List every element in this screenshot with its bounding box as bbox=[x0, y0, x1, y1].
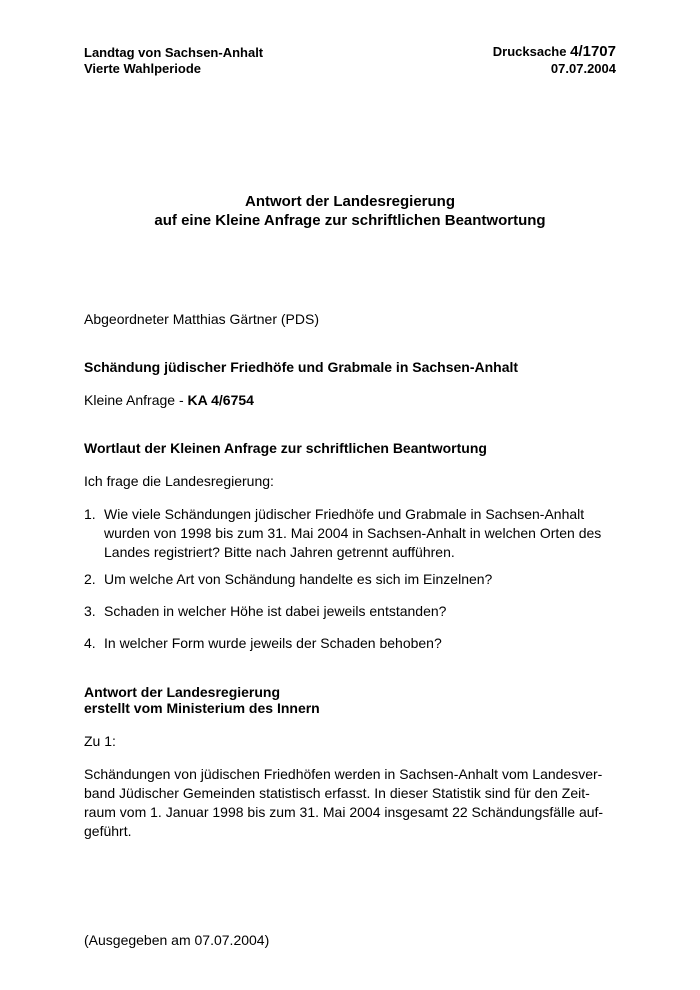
intro-text: Ich frage die Landesregierung: bbox=[84, 473, 274, 489]
legislative-period: Vierte Wahlperiode bbox=[84, 61, 202, 76]
subject-heading: Schändung jüdischer Friedhöfe und Grabmale in Sachsen-Anhalt bbox=[84, 359, 519, 375]
answer-line: band Jüdischer Gemeinden statistisch erfasst. In dieser Statistik sind für den Zeit- bbox=[84, 785, 590, 801]
question-line: Wie viele Schändungen jüdischer Friedhöfe und Grabmale in Sachsen-Anhalt bbox=[104, 506, 585, 522]
inquiry-number: KA 4/6754 bbox=[187, 392, 254, 408]
answer-heading-line2: erstellt vom Ministerium des Innern bbox=[84, 700, 320, 716]
author: Abgeordneter Matthias Gärtner (PDS) bbox=[84, 311, 319, 327]
question-line: In welcher Form wurde jeweils der Schaden behoben? bbox=[104, 635, 442, 651]
publication-note: (Ausgegeben am 07.07.2004) bbox=[84, 932, 270, 948]
answer-line: Schändungen von jüdischen Friedhöfen werden in Sachsen-Anhalt vom Landesver- bbox=[84, 766, 603, 782]
document-number-value: 4/1707 bbox=[570, 43, 616, 60]
question-number: 3. bbox=[84, 603, 96, 619]
document-number bbox=[493, 44, 616, 60]
inquiry-reference bbox=[84, 391, 254, 410]
wording-heading: Wortlaut der Kleinen Anfrage zur schriftlichen Beantwortung bbox=[84, 440, 487, 456]
answer-section-label: Zu 1: bbox=[84, 733, 116, 749]
answer-line: raum vom 1. Januar 1998 bis zum 31. Mai 2004 insgesamt 22 Schändungsfälle auf- bbox=[84, 804, 604, 820]
question-line: Landes registriert? Bitte nach Jahren getrennt aufführen. bbox=[104, 544, 455, 560]
question-line: Um welche Art von Schändung handelte es sich im Einzelnen? bbox=[104, 571, 493, 587]
question-line: wurden von 1998 bis zum 31. Mai 2004 in Sachsen-Anhalt in welchen Orten des bbox=[104, 525, 602, 541]
question-number: 4. bbox=[84, 635, 96, 651]
parliament-name: Landtag von Sachsen-Anhalt bbox=[84, 45, 264, 60]
answer-heading-line1: Antwort der Landesregierung bbox=[84, 684, 281, 700]
inquiry-prefix: Kleine Anfrage - bbox=[84, 392, 184, 408]
question-number: 2. bbox=[84, 571, 96, 587]
answer-line: geführt. bbox=[84, 823, 132, 839]
document-number-label: Drucksache bbox=[492, 44, 567, 59]
document-title-line1: Antwort der Landesregierung bbox=[244, 193, 456, 210]
question-number: 1. bbox=[84, 506, 96, 522]
document-date: 07.07.2004 bbox=[550, 61, 616, 76]
question-line: Schaden in welcher Höhe ist dabei jeweils entstanden? bbox=[104, 603, 447, 619]
document-title-line2: auf eine Kleine Anfrage zur schriftlichen Beantwortung bbox=[154, 212, 546, 229]
